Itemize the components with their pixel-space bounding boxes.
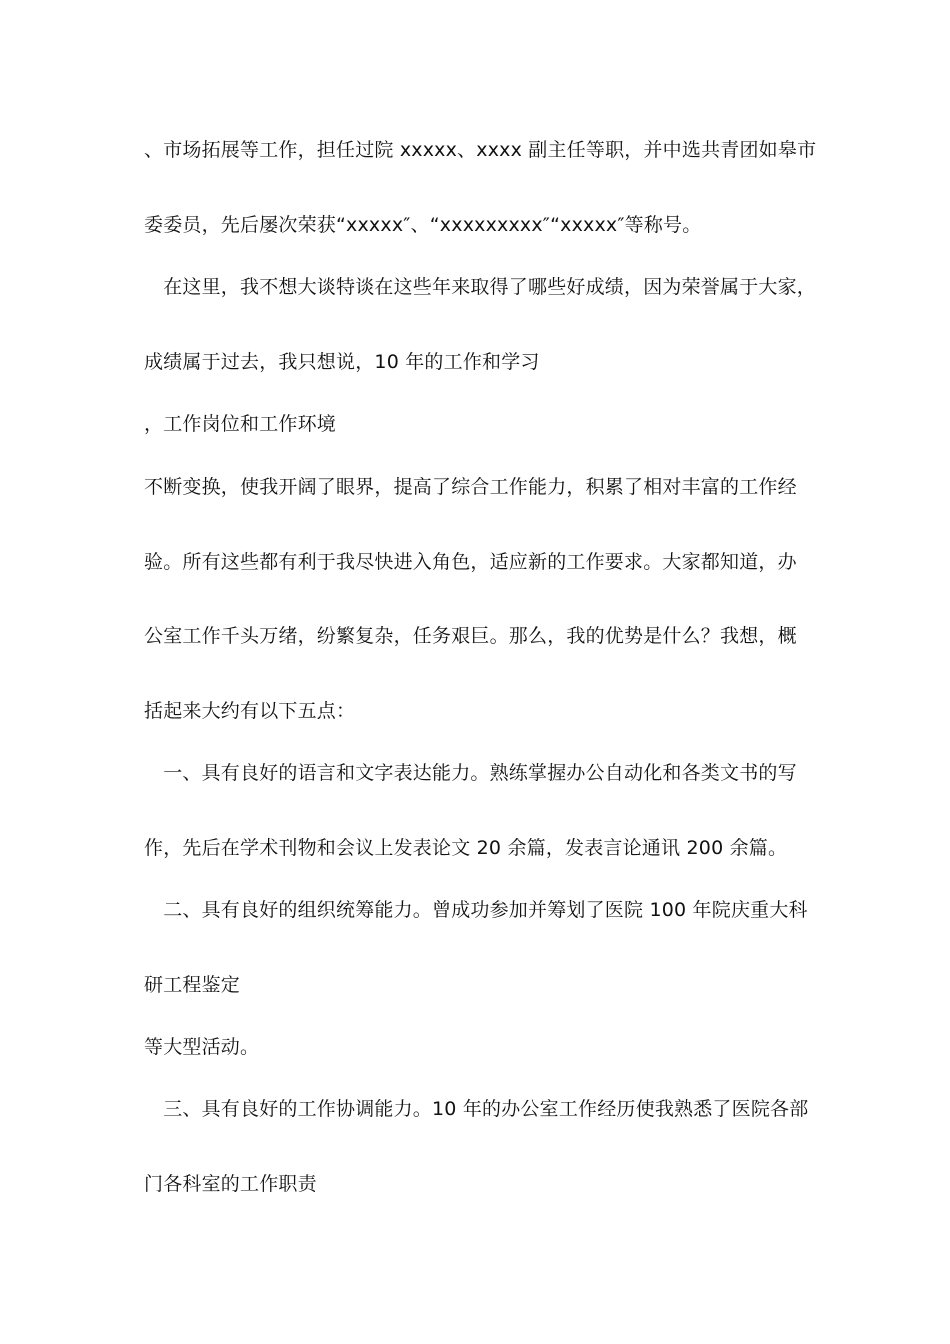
text-line: ，工作岗位和工作环境 bbox=[144, 413, 337, 435]
text-line: 门各科室的工作职责 bbox=[144, 1173, 317, 1195]
text-line: 二、具有良好的组织统筹能力。曾成功参加并筹划了医院 100 年院庆重大科 bbox=[144, 899, 808, 921]
text-line: 公室工作千头万绪，纷繁复杂，任务艰巨。那么，我的优势是什么？我想，概 bbox=[144, 625, 797, 647]
text-line: 三、具有良好的工作协调能力。10 年的办公室工作经历使我熟悉了医院各部 bbox=[144, 1098, 809, 1120]
text-line: 研工程鉴定 bbox=[144, 974, 241, 996]
text-line: 、市场拓展等工作，担任过院 xxxxx、xxxx 副主任等职，并中选共青团如皋市 bbox=[144, 139, 817, 161]
text-line: 括起来大约有以下五点： bbox=[144, 700, 356, 722]
text-line: 委委员，先后屡次荣获“xxxxx″、“xxxxxxxxx″“xxxxx″等称号。 bbox=[144, 214, 702, 236]
text-line: 作，先后在学术刊物和会议上发表论文 20 余篇，发表言论通讯 200 余篇。 bbox=[144, 837, 788, 859]
text-line: 等大型活动。 bbox=[144, 1036, 260, 1058]
text-line: 不断变换，使我开阔了眼界，提高了综合工作能力，积累了相对丰富的工作经 bbox=[144, 476, 797, 498]
text-line: 成绩属于过去，我只想说，10 年的工作和学习 bbox=[144, 351, 540, 373]
text-line: 一、具有良好的语言和文字表达能力。熟练掌握办公自动化和各类文书的写 bbox=[144, 762, 797, 784]
text-line: 在这里，我不想大谈特谈在这些年来取得了哪些好成绩，因为荣誉属于大家， bbox=[144, 276, 817, 298]
text-line: 验。所有这些都有利于我尽快进入角色，适应新的工作要求。大家都知道，办 bbox=[144, 551, 797, 573]
